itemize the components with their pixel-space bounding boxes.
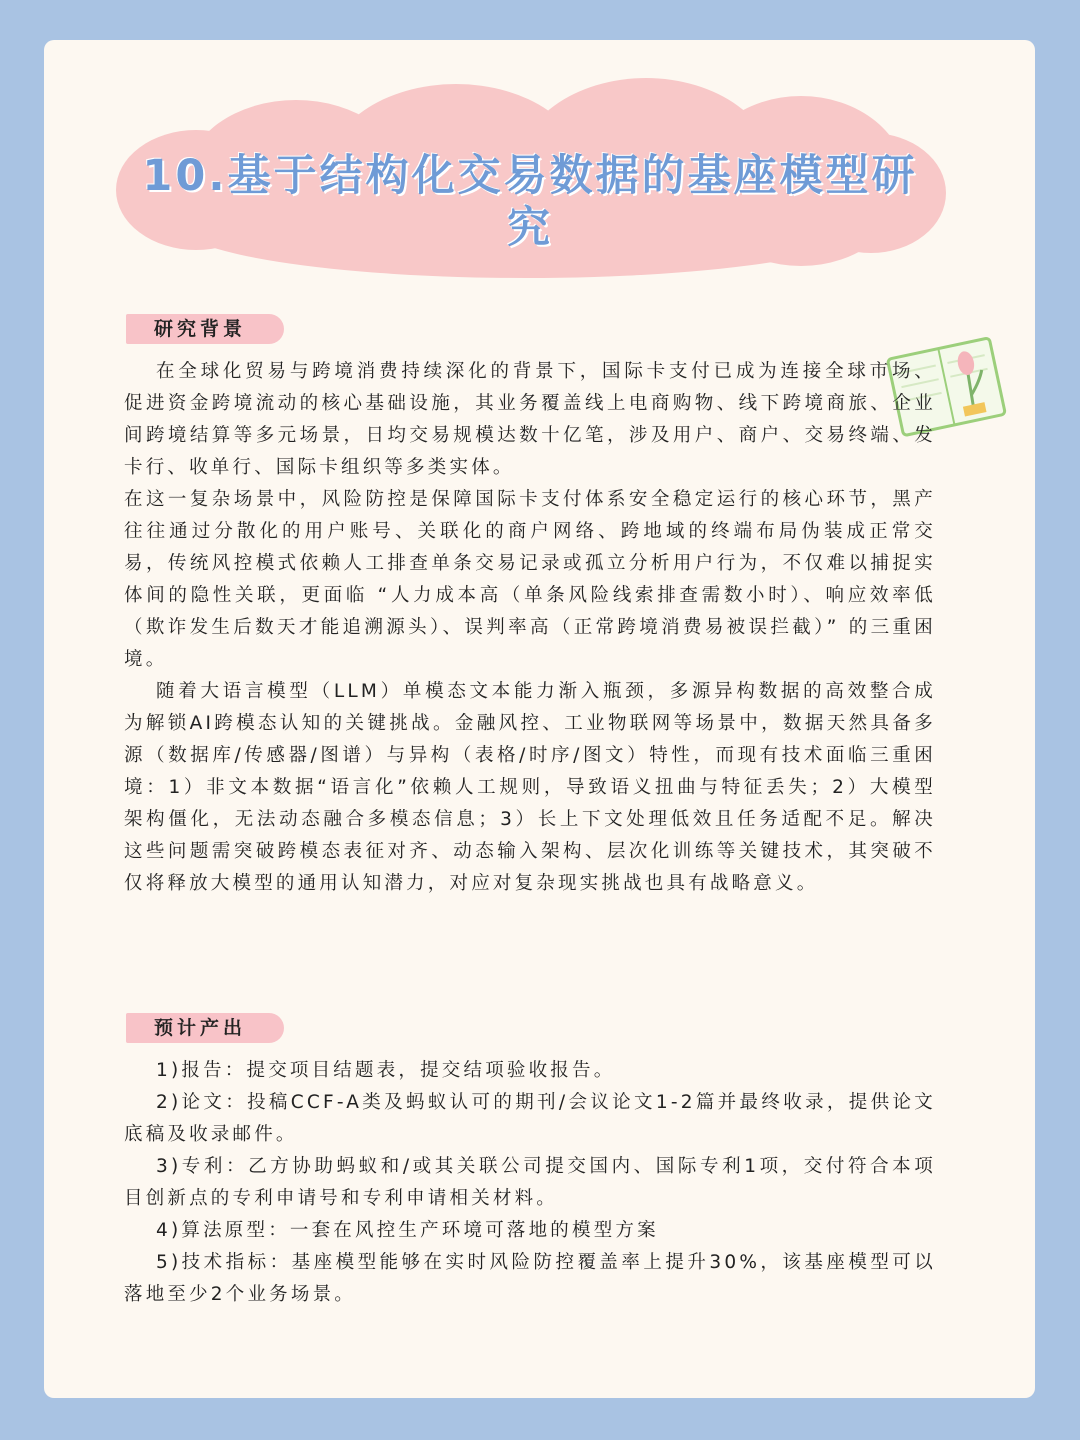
- page-title: 10.基于结构化交易数据的基座模型研究: [142, 151, 918, 253]
- paragraph: 在这一复杂场景中，风险防控是保障国际卡支付体系安全稳定运行的核心环节，黑产往往通过分散化的用户账号、关联化的商户网络、跨地域的终端布局伪装成正常交易，传统风控模式依赖人工排查单条交易记录或孤立分析用户行为，不仅难以捕捉实体间的隐性关联，更面临 “人力成本高（单条风险线索排查需数小时）、响应效率低（欺诈发生后数天才能追溯源头）、误判率高（正常跨境消费易被误拦截）” 的三重困境。: [124, 489, 936, 670]
- list-item: 5)技术指标：基座模型能够在实时风险防控覆盖率上提升30%，该基座模型可以落地至少2个业务场景。: [124, 1252, 936, 1305]
- list-item: 2)论文：投稿CCF-A类及蚂蚁认可的期刊/会议论文1-2篇并最终收录，提供论文底稿及收录邮件。: [124, 1092, 936, 1145]
- list-item: 4)算法原型：一套在风控生产环境可落地的模型方案: [156, 1220, 659, 1241]
- section-heading-background: 研究背景: [126, 314, 284, 344]
- expected-outputs-text: [124, 1055, 936, 1311]
- paragraph: 随着大语言模型（LLM）单模态文本能力渐入瓶颈，多源异构数据的高效整合成为解锁AI跨模态认知的关键挑战。金融风控、工业物联网等场景中，数据天然具备多源（数据库/传感器/图谱）与异构（表格/时序/图文）特性，而现有技术面临三重困境：1）非文本数据“语言化”依赖人工规则，导致语义扭曲与特征丢失；2）大模型架构僵化，无法动态融合多模态信息；3）长上下文处理低效且任务适配不足。解决这些问题需突破跨模态表征对齐、动态输入架构、层次化训练等关键技术，其突破不仅将释放大模型的通用认知潜力，对应对复杂现实挑战也具有战略意义。: [124, 681, 936, 894]
- list-item: 3)专利：乙方协助蚂蚁和/或其关联公司提交国内、国际专利1项，交付符合本项目创新点的专利申请号和专利申请相关材料。: [124, 1156, 936, 1209]
- list-item: 1)报告：提交项目结题表，提交结项验收报告。: [156, 1060, 616, 1081]
- paragraph: 在全球化贸易与跨境消费持续深化的背景下，国际卡支付已成为连接全球市场、促进资金跨境流动的核心基础设施，其业务覆盖线上电商购物、线下跨境商旅、企业间跨境结算等多元场景，日均交易规模达数十亿笔，涉及用户、商户、交易终端、发卡行、收单行、国际卡组织等多类实体。: [124, 361, 936, 478]
- research-background-text: [124, 356, 936, 900]
- section-heading-outputs: 预计产出: [126, 1013, 284, 1043]
